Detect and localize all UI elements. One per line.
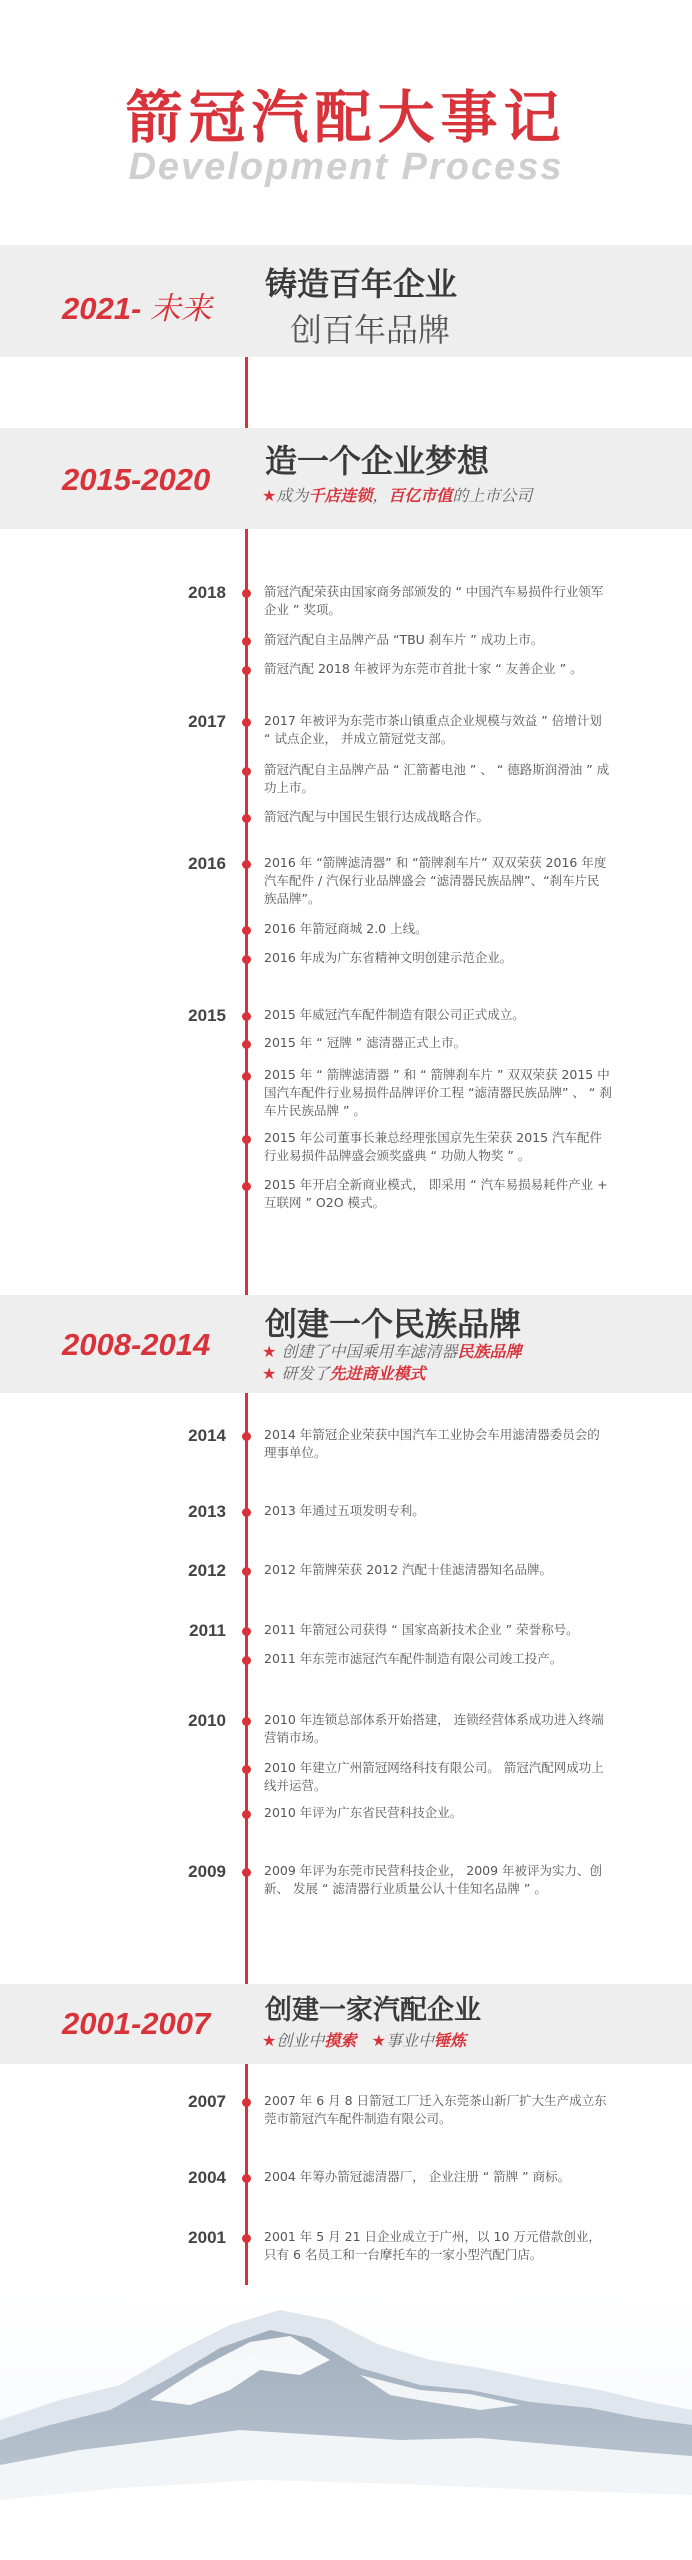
- timeline-dot: [242, 1567, 251, 1576]
- star-icon: ★: [371, 2031, 386, 2050]
- event-item: 2017 年被评为东莞市茶山镇重点企业规模与效益 ” 倍增计划 “ 试点企业， 并成立箭冠党支部。: [264, 713, 602, 746]
- event-item: 2013 年通过五项发明专利。: [264, 1503, 425, 1518]
- timeline-line: [245, 270, 248, 2285]
- star-icon: ★: [262, 1364, 277, 1383]
- timeline-dot: [242, 767, 251, 776]
- timeline-dot: [242, 926, 251, 935]
- era-headline-2: 创百年品牌: [290, 311, 451, 349]
- page-subtitle: Development Process: [128, 146, 564, 188]
- year-label-2012: 2012: [188, 1561, 226, 1580]
- event-item: 2015 年 “ 箭牌滤清器 ” 和 “ 箭牌刹车片 ” 双双荣获 2015 中国汽车配件行业易损件品牌评价工程 “滤清器民族品牌” 、 “ 刹车片民族品牌 ” 。: [264, 1067, 612, 1118]
- star-icon: ★: [262, 486, 277, 505]
- event-item: 2015 年 “ 冠牌 ” 滤清器正式上市。: [264, 1035, 467, 1050]
- event-item: 2011 年东莞市滤冠汽车配件制造有限公司竣工投产。: [264, 1651, 563, 1666]
- timeline-dot: [242, 2098, 251, 2107]
- event-item: 2012 年箭牌荣获 2012 汽配十佳滤清器知名品牌。: [264, 1562, 553, 1577]
- era-subline: ★ 创建了中国乘用车滤清器民族品牌: [262, 1342, 522, 1361]
- timeline-dot: [242, 2234, 251, 2243]
- year-label-2013: 2013: [188, 1502, 226, 1521]
- year-label-2011: 2011: [189, 1621, 226, 1640]
- timeline-dot: [242, 1765, 251, 1774]
- event-item: 2007 年 6 月 8 日箭冠工厂迁入东莞茶山新厂扩大生产成立东莞市箭冠汽车配件制造有限公司。: [264, 2093, 607, 2126]
- year-label-2004: 2004: [188, 2168, 226, 2187]
- era-banner-2021: [0, 245, 692, 357]
- star-icon: ★: [262, 2031, 277, 2050]
- snow-mountain-illustration: [0, 2290, 692, 2560]
- event-item: 箭冠汽配 2018 年被评为东莞市首批十家 “ 友善企业 ” 。: [264, 661, 583, 676]
- year-label-2007: 2007: [188, 2092, 226, 2111]
- timeline-dot: [242, 1656, 251, 1665]
- event-item: 2001 年 5 月 21 日企业成立于广州，以 10 万元借款创业，只有 6 名员工和一台摩托车的一家小型汽配门店。: [264, 2229, 601, 2262]
- era-years: 2008-2014: [62, 1327, 211, 1362]
- event-item: 2009 年评为东莞市民营科技企业， 2009 年被评为实力、创新、 发展 “ 滤清器行业质量公认十佳知名品牌 ” 。: [264, 1863, 603, 1896]
- event-item: 2015 年公司董事长兼总经理张国京先生荣获 2015 汽车配件行业易损件品牌盛会颁奖盛典 “ 功勋人物奖 ” 。: [264, 1130, 603, 1163]
- era-subline: ★成为千店连锁，百亿市值的上市公司: [262, 486, 533, 505]
- timeline-dot: [242, 1868, 251, 1877]
- era-years: 2015-2020: [62, 462, 211, 497]
- event-item: 2004 年筹办箭冠滤清器厂， 企业注册 “ 箭牌 ” 商标。: [264, 2169, 571, 2184]
- timeline-dot: [242, 860, 251, 869]
- timeline-dot: [242, 718, 251, 727]
- era-banner-2001-2007: [0, 1984, 692, 2064]
- era-headline: 造一个企业梦想: [265, 442, 490, 480]
- event-item: 2016 年成为广东省精神文明创建示范企业。: [264, 950, 513, 965]
- timeline-dot: [242, 1508, 251, 1517]
- year-label-2016: 2016: [188, 854, 226, 873]
- era-banner-2015-2020: [0, 428, 692, 529]
- year-label-2010: 2010: [188, 1711, 226, 1730]
- event-item: 2015 年开启全新商业模式， 即采用 “ 汽车易损易耗件产业 + 互联网 ” O2O 模式。: [264, 1177, 608, 1210]
- event-item: 2010 年连锁总部体系开始搭建， 连锁经营体系成功进入终端营销市场。: [264, 1712, 604, 1745]
- year-label-2001: 2001: [188, 2228, 226, 2247]
- era-headline: 创建一家汽配企业: [265, 1995, 481, 2026]
- timeline-dot: [242, 1627, 251, 1636]
- era-subline: ★创业中摸索 ★事业中锤炼: [262, 2031, 467, 2050]
- timeline-dot: [242, 666, 251, 675]
- event-item: 箭冠汽配自主品牌产品 “ 汇箭蓄电池 ” 、 “ 德路斯润滑油 ” 成功上市。: [264, 762, 610, 795]
- era-headline: 铸造百年企业: [265, 265, 458, 303]
- event-item: 2016 年箭冠商城 2.0 上线。: [264, 921, 428, 936]
- star-icon: ★: [262, 1342, 277, 1361]
- timeline-dot: [242, 1135, 251, 1144]
- event-item: 箭冠汽配与中国民生银行达成战略合作。: [264, 809, 490, 824]
- event-item: 2010 年建立广州箭冠网络科技有限公司。 箭冠汽配网成功上线并运营。: [264, 1760, 604, 1793]
- year-label-2009: 2009: [188, 1862, 226, 1881]
- timeline-dot: [242, 637, 251, 646]
- era-subline: ★ 研发了先进商业模式: [262, 1364, 426, 1383]
- event-item: 2011 年箭冠公司获得 “ 国家高新技术企业 ” 荣誉称号。: [264, 1622, 579, 1637]
- era-years: 2021- 未来: [62, 291, 212, 326]
- timeline-dot: [242, 1717, 251, 1726]
- year-label-2014: 2014: [188, 1426, 226, 1445]
- event-item: 2016 年 “箭牌滤清器” 和 “箭牌刹车片” 双双荣获 2016 年度汽车配件 / 汽保行业品牌盛会 “滤清器民族品牌”、“刹车片民族品牌”。: [264, 855, 607, 906]
- timeline-dot: [242, 1432, 251, 1441]
- timeline-dot: [242, 955, 251, 964]
- event-item: 2015 年威冠汽车配件制造有限公司正式成立。: [264, 1007, 525, 1022]
- event-item: 箭冠汽配自主品牌产品 “TBU 刹车片 ” 成功上市。: [264, 632, 544, 647]
- year-label-2018: 2018: [188, 583, 226, 602]
- event-item: 2014 年箭冠企业荣获中国汽车工业协会车用滤清器委员会的理事单位。: [264, 1427, 600, 1460]
- page-title: 箭冠汽配大事记: [125, 85, 567, 151]
- timeline-dot: [242, 589, 251, 598]
- event-item: 2010 年评为广东省民营科技企业。: [264, 1805, 463, 1820]
- year-label-2017: 2017: [188, 712, 226, 731]
- timeline-dot: [242, 1040, 251, 1049]
- era-headline: 创建一个民族品牌: [265, 1305, 522, 1343]
- timeline-dot: [242, 2174, 251, 2183]
- era-banner-2008-2014: [0, 1295, 692, 1393]
- timeline-dot: [242, 1810, 251, 1819]
- timeline-dot: [242, 814, 251, 823]
- timeline-dot: [242, 1012, 251, 1021]
- timeline-dot: [242, 1182, 251, 1191]
- era-years: 2001-2007: [62, 2006, 211, 2041]
- timeline-dot: [242, 1072, 251, 1081]
- year-label-2015: 2015: [188, 1006, 226, 1025]
- event-item: 箭冠汽配荣获由国家商务部颁发的 “ 中国汽车易损件行业领军企业 ” 奖项。: [264, 584, 604, 617]
